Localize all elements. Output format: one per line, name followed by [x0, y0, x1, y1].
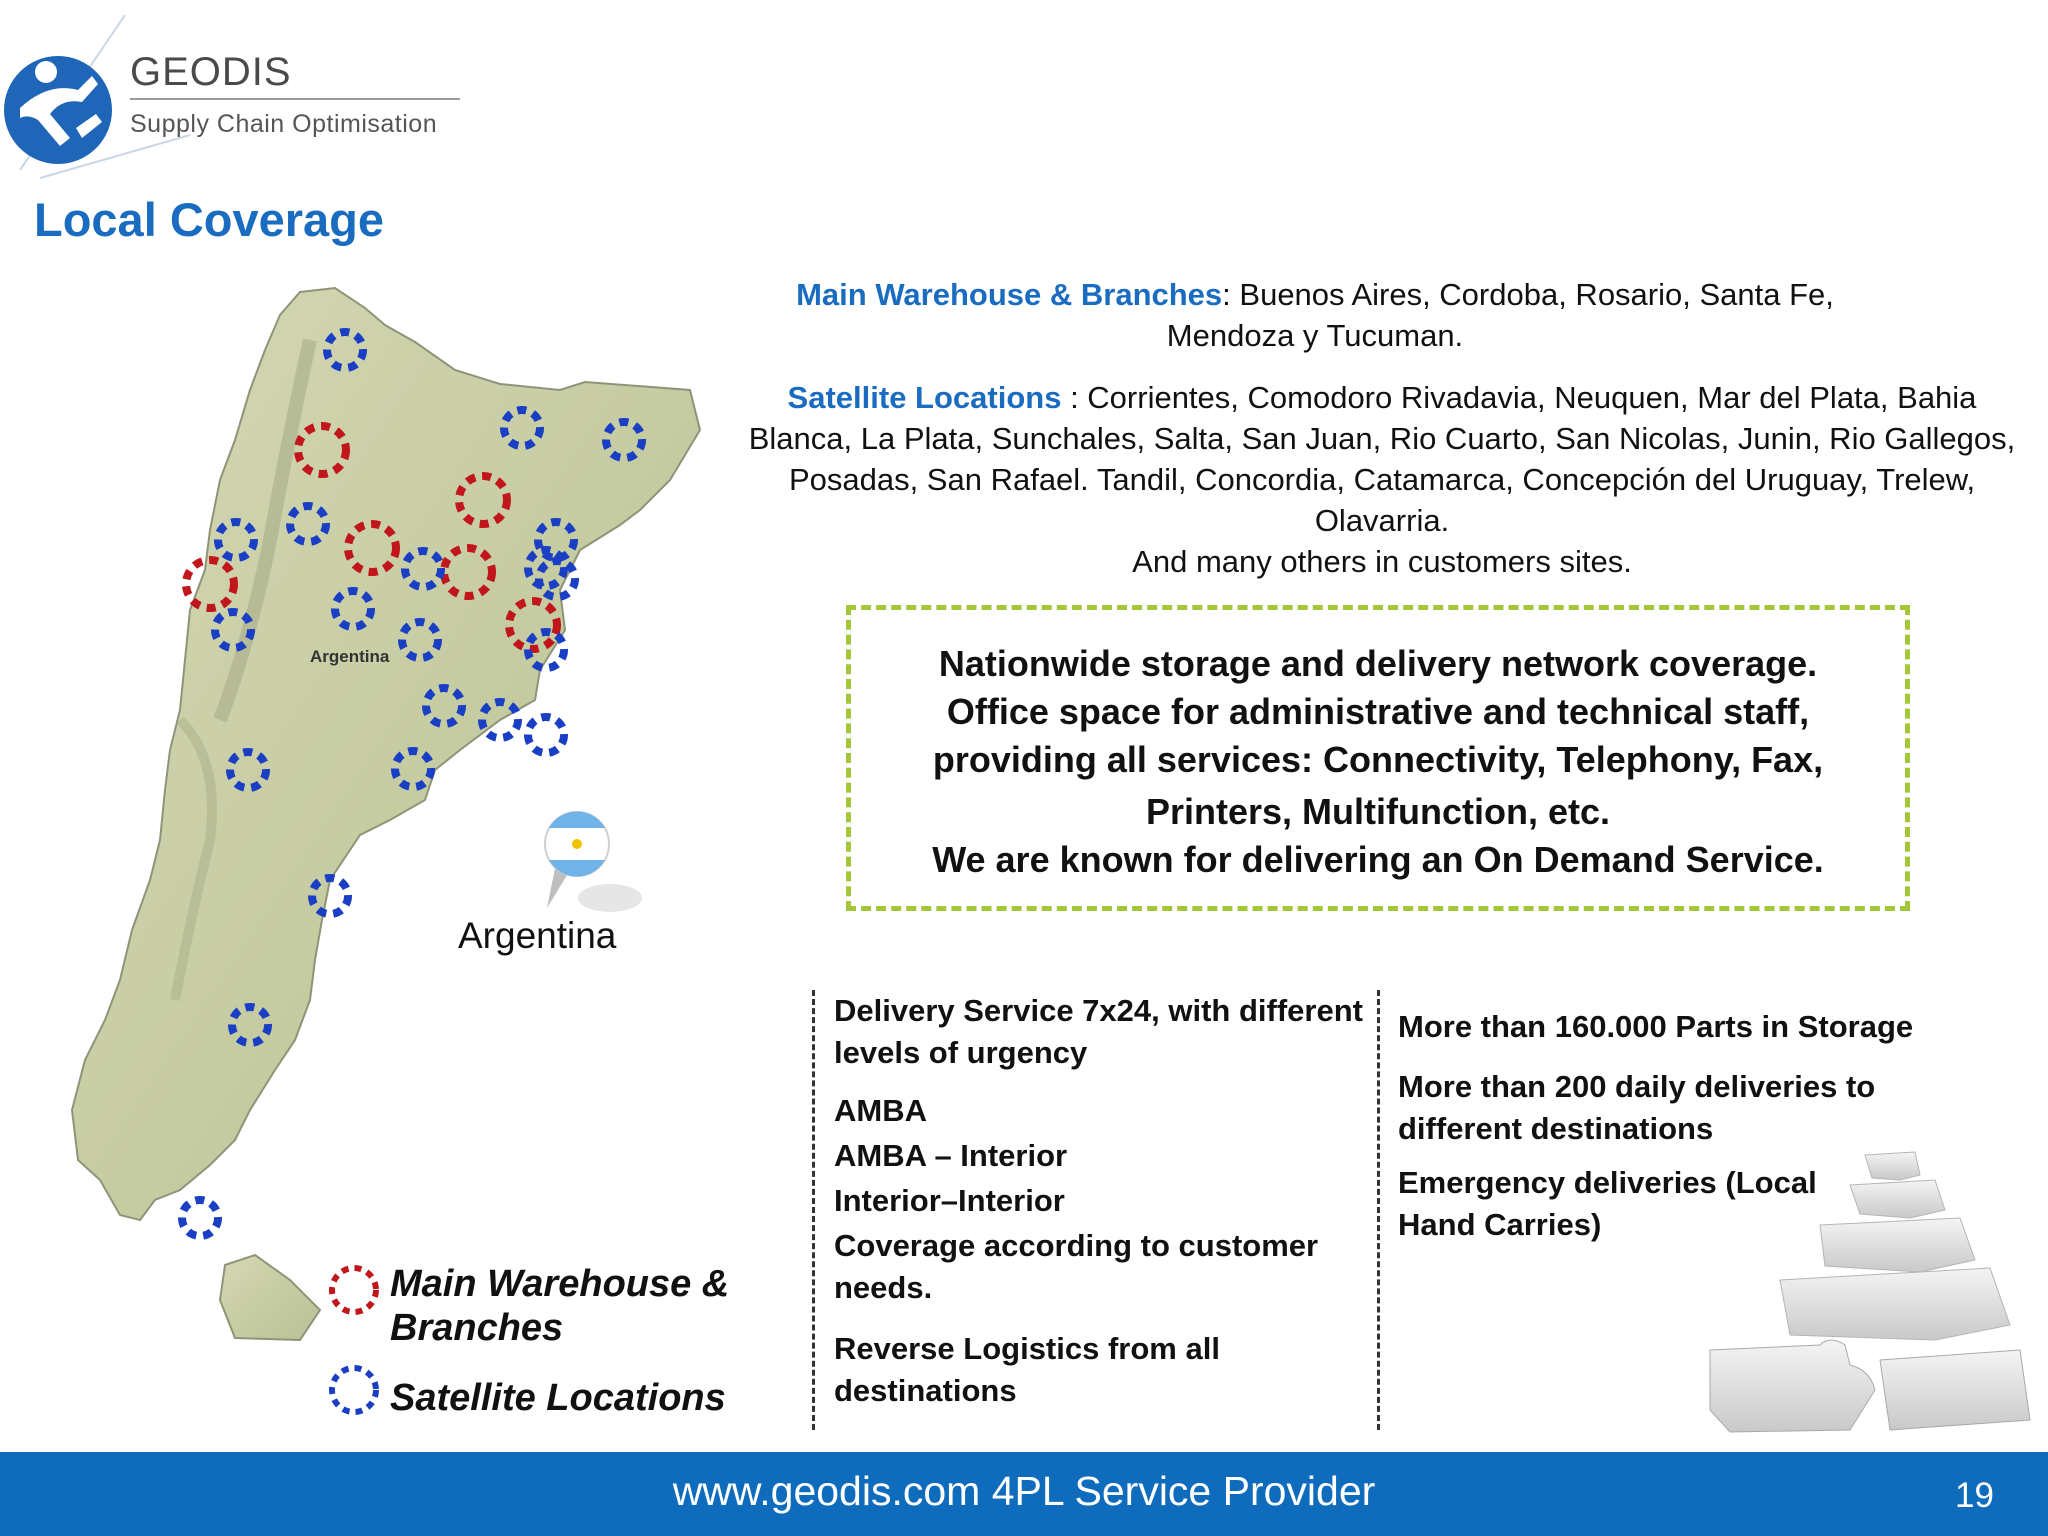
argentina-flag-pin [525, 808, 645, 918]
satellite-location-marker [230, 752, 266, 788]
delivery-item-4: Interior–Interior [834, 1183, 1065, 1218]
satellite-location-marker [335, 591, 371, 627]
stats-item-3: Emergency deliveries (Local Hand Carries) [1398, 1165, 1817, 1242]
satellite-location-marker [539, 561, 575, 597]
satellite-location-marker [182, 1200, 218, 1236]
satellite-locations-list: : Corrientes, Comodoro Rivadavia, Neuquen, Mar del Plata, Bahia Blanca, La Plata, Sunchales, Salta, San Juan, Rio Cuarto, San Nicolas, Junin, Rio Gallegos, Posadas, San Rafael. Tandil, Concordia, Catamarca, Concepción del Uruguay, Trelew, Olavarria. [748, 380, 2016, 538]
brand-name: GEODIS [130, 50, 292, 94]
satellite-location-marker [528, 717, 564, 753]
legend-main-warehouse-icon [326, 1262, 382, 1318]
legend-main-warehouse-label: Main Warehouse & Branches [390, 1263, 730, 1349]
delivery-item-1: Delivery Service 7x24, with different levels of urgency [834, 993, 1363, 1070]
column-divider-right [1377, 990, 1380, 1430]
satellite-locations-paragraph [732, 377, 2032, 582]
highlight-line-4: We are known for delivering an On Demand Service. [932, 839, 1824, 880]
main-locations-label: Main Warehouse & Branches [796, 277, 1223, 312]
satellite-location-marker [232, 1007, 268, 1043]
legend-satellite-icon [326, 1362, 382, 1418]
satellite-location-marker [402, 622, 438, 658]
svg-text:Argentina: Argentina [310, 647, 390, 666]
satellite-location-marker [395, 751, 431, 787]
column-divider-left [812, 990, 815, 1430]
delivery-item-3: AMBA – Interior [834, 1138, 1068, 1173]
slide-title: Local Coverage [34, 193, 385, 246]
delivery-item-6: Reverse Logistics from all destinations [834, 1331, 1220, 1408]
page-number: 19 [1955, 1476, 1994, 1515]
satellite-location-marker [312, 878, 348, 914]
delivery-item-5: Coverage according to customer needs. [834, 1228, 1319, 1305]
stats-item-2: More than 200 daily deliveries to different destinations [1398, 1069, 1876, 1146]
delivery-item-2: AMBA [834, 1093, 927, 1128]
highlight-line-3: Printers, Multifunction, etc. [1145, 791, 1611, 832]
highlight-line-2: Office space for administrative and technical staff, providing all services: Connectivity, Telephony, Fax, [932, 691, 1824, 780]
stats-item-1: More than 160.000 Parts in Storage [1398, 1009, 1914, 1044]
satellite-location-marker [327, 332, 363, 368]
footer-text: www.geodis.com 4PL Service Provider [672, 1468, 1376, 1514]
main-warehouse-marker [186, 560, 234, 608]
main-warehouse-marker [444, 548, 492, 596]
satellite-location-marker [482, 702, 518, 738]
main-warehouse-marker [459, 476, 507, 524]
satellite-location-marker [606, 422, 642, 458]
other-sites-note: And many others in customers sites. [1132, 544, 1632, 579]
main-warehouse-marker [348, 524, 396, 572]
satellite-locations-label: Satellite Locations [787, 380, 1062, 415]
main-warehouse-marker [298, 426, 346, 474]
main-locations-paragraph [735, 274, 1895, 356]
highlight-line-1: Nationwide storage and delivery network coverage. [938, 643, 1818, 684]
brand-tagline: Supply Chain Optimisation [130, 110, 438, 138]
main-locations-list: : Buenos Aires, Cordoba, Rosario, Santa Fe, Mendoza y Tucuman. [1166, 277, 1834, 353]
satellite-location-marker [290, 506, 326, 542]
satellite-location-marker [218, 522, 254, 558]
satellite-location-marker [426, 688, 462, 724]
service-highlight-box [846, 605, 1910, 911]
map-country-label: Argentina [458, 915, 617, 956]
satellite-location-marker [215, 612, 251, 648]
legend-satellite-label: Satellite Locations [390, 1377, 726, 1419]
satellite-location-marker [504, 410, 540, 446]
satellite-location-marker [405, 551, 441, 587]
